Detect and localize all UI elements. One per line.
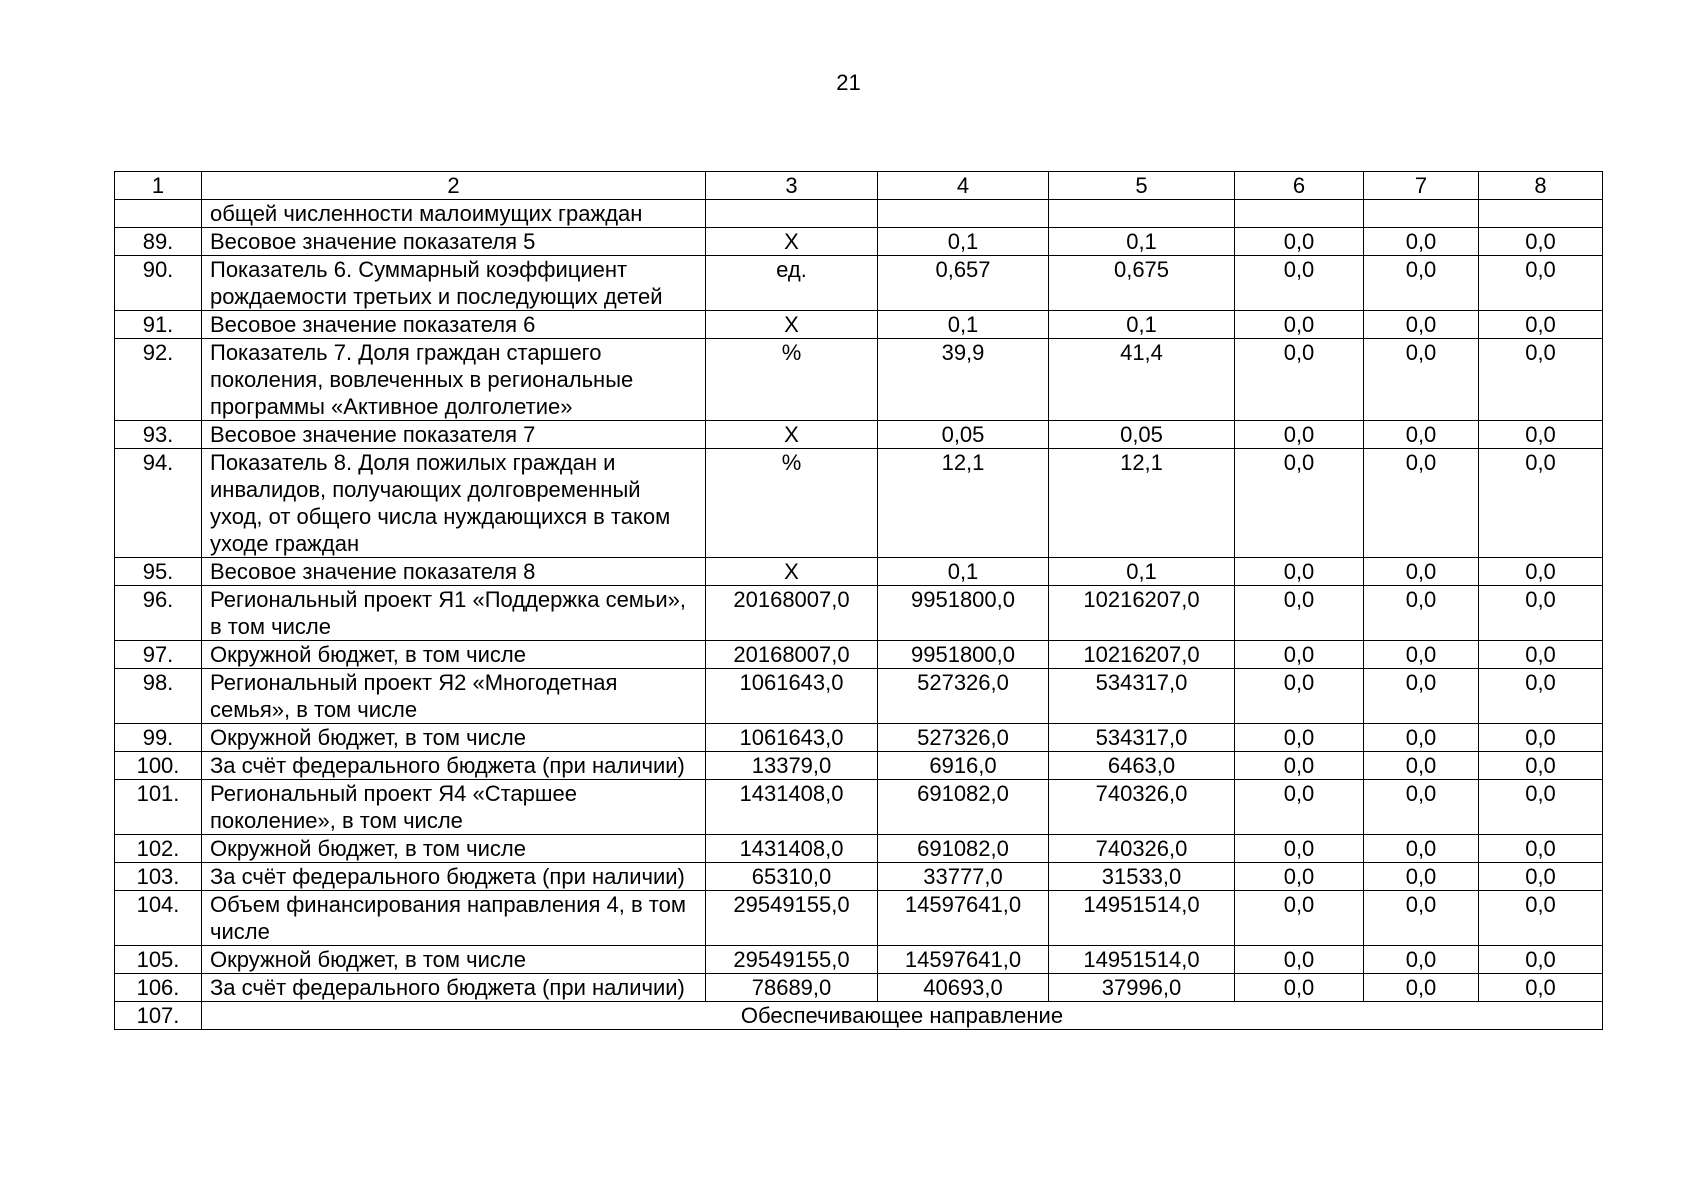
value-cell-col-5: 740326,0 bbox=[1049, 780, 1235, 835]
row-number bbox=[115, 200, 202, 228]
row-name: Объем финансирования направления 4, в том числе bbox=[202, 891, 706, 946]
value-cell-col-6: 0,0 bbox=[1235, 780, 1364, 835]
value-cell-col-6: 0,0 bbox=[1235, 835, 1364, 863]
value-cell-col-5: 0,05 bbox=[1049, 421, 1235, 449]
table-row bbox=[115, 752, 1603, 780]
header-cell-3: 3 bbox=[706, 172, 878, 200]
value-cell-col-4: 0,1 bbox=[878, 228, 1049, 256]
value-cell-col-5: 534317,0 bbox=[1049, 724, 1235, 752]
header-cell-7: 7 bbox=[1364, 172, 1479, 200]
row-number: 92. bbox=[115, 339, 202, 421]
value-cell-col-4: 40693,0 bbox=[878, 974, 1049, 1002]
value-cell-col-8: 0,0 bbox=[1479, 256, 1603, 311]
value-cell-col-4 bbox=[878, 200, 1049, 228]
table-row bbox=[115, 586, 1603, 641]
value-cell-col-7: 0,0 bbox=[1364, 669, 1479, 724]
value-cell-col-4: 33777,0 bbox=[878, 863, 1049, 891]
value-cell-col-6: 0,0 bbox=[1235, 891, 1364, 946]
row-number: 93. bbox=[115, 421, 202, 449]
table-row bbox=[115, 891, 1603, 946]
value-cell-col-3: 1431408,0 bbox=[706, 835, 878, 863]
row-number: 99. bbox=[115, 724, 202, 752]
value-cell-col-6: 0,0 bbox=[1235, 641, 1364, 669]
value-cell-col-5: 31533,0 bbox=[1049, 863, 1235, 891]
value-cell-col-3: 1061643,0 bbox=[706, 669, 878, 724]
value-cell-col-6: 0,0 bbox=[1235, 946, 1364, 974]
value-cell-col-3: 78689,0 bbox=[706, 974, 878, 1002]
row-number: 90. bbox=[115, 256, 202, 311]
value-cell-col-4: 12,1 bbox=[878, 449, 1049, 558]
value-cell-col-6: 0,0 bbox=[1235, 256, 1364, 311]
value-cell-col-7: 0,0 bbox=[1364, 752, 1479, 780]
row-name: Весовое значение показателя 7 bbox=[202, 421, 706, 449]
table-row bbox=[115, 200, 1603, 228]
value-cell-col-3: 1431408,0 bbox=[706, 780, 878, 835]
row-name: Окружной бюджет, в том числе bbox=[202, 724, 706, 752]
value-cell-col-8: 0,0 bbox=[1479, 724, 1603, 752]
value-cell-col-5: 6463,0 bbox=[1049, 752, 1235, 780]
value-cell-col-4: 527326,0 bbox=[878, 669, 1049, 724]
table-row bbox=[115, 835, 1603, 863]
value-cell-col-7: 0,0 bbox=[1364, 558, 1479, 586]
table-row bbox=[115, 256, 1603, 311]
value-cell-col-6: 0,0 bbox=[1235, 228, 1364, 256]
value-cell-col-5: 10216207,0 bbox=[1049, 641, 1235, 669]
value-cell-col-6: 0,0 bbox=[1235, 752, 1364, 780]
value-cell-col-3: 13379,0 bbox=[706, 752, 878, 780]
header-cell-5: 5 bbox=[1049, 172, 1235, 200]
value-cell-col-8: 0,0 bbox=[1479, 228, 1603, 256]
row-name: Весовое значение показателя 6 bbox=[202, 311, 706, 339]
row-number: 107. bbox=[115, 1002, 202, 1030]
row-number: 100. bbox=[115, 752, 202, 780]
value-cell-col-3: 29549155,0 bbox=[706, 946, 878, 974]
row-number: 104. bbox=[115, 891, 202, 946]
value-cell-col-8: 0,0 bbox=[1479, 311, 1603, 339]
table-row bbox=[115, 946, 1603, 974]
value-cell-col-7: 0,0 bbox=[1364, 641, 1479, 669]
row-number: 105. bbox=[115, 946, 202, 974]
table-row bbox=[115, 641, 1603, 669]
table-body bbox=[115, 172, 1603, 1030]
value-cell-col-5: 0,1 bbox=[1049, 311, 1235, 339]
value-cell-col-8: 0,0 bbox=[1479, 421, 1603, 449]
value-cell-col-6: 0,0 bbox=[1235, 558, 1364, 586]
table-row bbox=[115, 974, 1603, 1002]
value-cell-col-5 bbox=[1049, 200, 1235, 228]
row-number: 89. bbox=[115, 228, 202, 256]
row-name: Весовое значение показателя 8 bbox=[202, 558, 706, 586]
row-name: За счёт федерального бюджета (при наличии) bbox=[202, 752, 706, 780]
value-cell-col-8: 0,0 bbox=[1479, 339, 1603, 421]
row-number: 97. bbox=[115, 641, 202, 669]
value-cell-col-4: 0,1 bbox=[878, 558, 1049, 586]
row-number: 96. bbox=[115, 586, 202, 641]
value-cell-col-6: 0,0 bbox=[1235, 586, 1364, 641]
header-row bbox=[115, 172, 1603, 200]
value-cell-col-3: X bbox=[706, 228, 878, 256]
table-row bbox=[115, 311, 1603, 339]
value-cell-col-5: 37996,0 bbox=[1049, 974, 1235, 1002]
page-number: 21 bbox=[836, 70, 861, 95]
row-number: 95. bbox=[115, 558, 202, 586]
value-cell-col-7: 0,0 bbox=[1364, 891, 1479, 946]
value-cell-col-3: 65310,0 bbox=[706, 863, 878, 891]
value-cell-col-8: 0,0 bbox=[1479, 780, 1603, 835]
row-number: 102. bbox=[115, 835, 202, 863]
table-row bbox=[115, 780, 1603, 835]
table-row bbox=[115, 421, 1603, 449]
value-cell-col-7: 0,0 bbox=[1364, 311, 1479, 339]
value-cell-col-7: 0,0 bbox=[1364, 946, 1479, 974]
row-name: Региональный проект Я2 «Многодетная семья», в том числе bbox=[202, 669, 706, 724]
value-cell-col-8: 0,0 bbox=[1479, 891, 1603, 946]
value-cell-col-7: 0,0 bbox=[1364, 863, 1479, 891]
table-row bbox=[115, 339, 1603, 421]
value-cell-col-6: 0,0 bbox=[1235, 669, 1364, 724]
value-cell-col-4: 691082,0 bbox=[878, 835, 1049, 863]
value-cell-col-5: 14951514,0 bbox=[1049, 891, 1235, 946]
value-cell-col-7: 0,0 bbox=[1364, 228, 1479, 256]
value-cell-col-7 bbox=[1364, 200, 1479, 228]
value-cell-col-3: % bbox=[706, 449, 878, 558]
table-row bbox=[115, 449, 1603, 558]
header-cell-6: 6 bbox=[1235, 172, 1364, 200]
value-cell-col-7: 0,0 bbox=[1364, 974, 1479, 1002]
table-row bbox=[115, 558, 1603, 586]
value-cell-col-8: 0,0 bbox=[1479, 669, 1603, 724]
row-number: 106. bbox=[115, 974, 202, 1002]
value-cell-col-8: 0,0 bbox=[1479, 641, 1603, 669]
section-title: Обеспечивающее направление bbox=[202, 1002, 1603, 1030]
header-cell-8: 8 bbox=[1479, 172, 1603, 200]
value-cell-col-4: 39,9 bbox=[878, 339, 1049, 421]
row-number: 103. bbox=[115, 863, 202, 891]
row-name: Окружной бюджет, в том числе bbox=[202, 641, 706, 669]
row-number: 91. bbox=[115, 311, 202, 339]
value-cell-col-6: 0,0 bbox=[1235, 421, 1364, 449]
value-cell-col-3: X bbox=[706, 421, 878, 449]
value-cell-col-5: 534317,0 bbox=[1049, 669, 1235, 724]
value-cell-col-5: 10216207,0 bbox=[1049, 586, 1235, 641]
value-cell-col-3: X bbox=[706, 558, 878, 586]
value-cell-col-4: 14597641,0 bbox=[878, 891, 1049, 946]
value-cell-col-8: 0,0 bbox=[1479, 835, 1603, 863]
value-cell-col-4: 14597641,0 bbox=[878, 946, 1049, 974]
value-cell-col-6 bbox=[1235, 200, 1364, 228]
value-cell-col-4: 9951800,0 bbox=[878, 641, 1049, 669]
value-cell-col-4: 0,05 bbox=[878, 421, 1049, 449]
value-cell-col-8 bbox=[1479, 200, 1603, 228]
header-cell-2: 2 bbox=[202, 172, 706, 200]
row-name: Региональный проект Я1 «Поддержка семьи», в том числе bbox=[202, 586, 706, 641]
value-cell-col-6: 0,0 bbox=[1235, 724, 1364, 752]
value-cell-col-3: X bbox=[706, 311, 878, 339]
value-cell-col-4: 0,657 bbox=[878, 256, 1049, 311]
value-cell-col-8: 0,0 bbox=[1479, 752, 1603, 780]
value-cell-col-6: 0,0 bbox=[1235, 449, 1364, 558]
row-name: общей численности малоимущих граждан bbox=[202, 200, 706, 228]
value-cell-col-4: 527326,0 bbox=[878, 724, 1049, 752]
value-cell-col-7: 0,0 bbox=[1364, 256, 1479, 311]
header-cell-1: 1 bbox=[115, 172, 202, 200]
row-name: Показатель 7. Доля граждан старшего поколения, вовлеченных в региональные программы «Активное долголетие» bbox=[202, 339, 706, 421]
value-cell-col-5: 14951514,0 bbox=[1049, 946, 1235, 974]
value-cell-col-3: 20168007,0 bbox=[706, 641, 878, 669]
value-cell-col-3: ед. bbox=[706, 256, 878, 311]
value-cell-col-7: 0,0 bbox=[1364, 724, 1479, 752]
value-cell-col-3: 20168007,0 bbox=[706, 586, 878, 641]
row-number: 98. bbox=[115, 669, 202, 724]
value-cell-col-7: 0,0 bbox=[1364, 586, 1479, 641]
indicators-table bbox=[114, 171, 1603, 1030]
row-number: 94. bbox=[115, 449, 202, 558]
table-row-section bbox=[115, 1002, 1603, 1030]
value-cell-col-3: 1061643,0 bbox=[706, 724, 878, 752]
value-cell-col-8: 0,0 bbox=[1479, 558, 1603, 586]
row-name: Региональный проект Я4 «Старшее поколение», в том числе bbox=[202, 780, 706, 835]
value-cell-col-8: 0,0 bbox=[1479, 946, 1603, 974]
value-cell-col-4: 9951800,0 bbox=[878, 586, 1049, 641]
table-row bbox=[115, 724, 1603, 752]
value-cell-col-3: 29549155,0 bbox=[706, 891, 878, 946]
value-cell-col-5: 0,1 bbox=[1049, 558, 1235, 586]
value-cell-col-5: 0,675 bbox=[1049, 256, 1235, 311]
value-cell-col-5: 41,4 bbox=[1049, 339, 1235, 421]
value-cell-col-3: % bbox=[706, 339, 878, 421]
value-cell-col-4: 0,1 bbox=[878, 311, 1049, 339]
value-cell-col-6: 0,0 bbox=[1235, 974, 1364, 1002]
table-row bbox=[115, 228, 1603, 256]
row-name: За счёт федерального бюджета (при наличии) bbox=[202, 863, 706, 891]
row-name: Весовое значение показателя 5 bbox=[202, 228, 706, 256]
row-name: Показатель 6. Суммарный коэффициент рождаемости третьих и последующих детей bbox=[202, 256, 706, 311]
value-cell-col-7: 0,0 bbox=[1364, 339, 1479, 421]
row-number: 101. bbox=[115, 780, 202, 835]
row-name: Показатель 8. Доля пожилых граждан и инвалидов, получающих долговременный уход, от общего числа нуждающихся в таком уходе граждан bbox=[202, 449, 706, 558]
value-cell-col-4: 6916,0 bbox=[878, 752, 1049, 780]
header-cell-4: 4 bbox=[878, 172, 1049, 200]
value-cell-col-6: 0,0 bbox=[1235, 863, 1364, 891]
value-cell-col-6: 0,0 bbox=[1235, 339, 1364, 421]
value-cell-col-3 bbox=[706, 200, 878, 228]
row-name: Окружной бюджет, в том числе bbox=[202, 946, 706, 974]
value-cell-col-5: 0,1 bbox=[1049, 228, 1235, 256]
value-cell-col-8: 0,0 bbox=[1479, 974, 1603, 1002]
value-cell-col-7: 0,0 bbox=[1364, 780, 1479, 835]
value-cell-col-8: 0,0 bbox=[1479, 586, 1603, 641]
value-cell-col-7: 0,0 bbox=[1364, 835, 1479, 863]
value-cell-col-6: 0,0 bbox=[1235, 311, 1364, 339]
value-cell-col-8: 0,0 bbox=[1479, 449, 1603, 558]
table-row bbox=[115, 669, 1603, 724]
row-name: За счёт федерального бюджета (при наличии) bbox=[202, 974, 706, 1002]
value-cell-col-5: 740326,0 bbox=[1049, 835, 1235, 863]
value-cell-col-7: 0,0 bbox=[1364, 449, 1479, 558]
table-row bbox=[115, 863, 1603, 891]
row-name: Окружной бюджет, в том числе bbox=[202, 835, 706, 863]
value-cell-col-8: 0,0 bbox=[1479, 863, 1603, 891]
value-cell-col-5: 12,1 bbox=[1049, 449, 1235, 558]
value-cell-col-4: 691082,0 bbox=[878, 780, 1049, 835]
value-cell-col-7: 0,0 bbox=[1364, 421, 1479, 449]
